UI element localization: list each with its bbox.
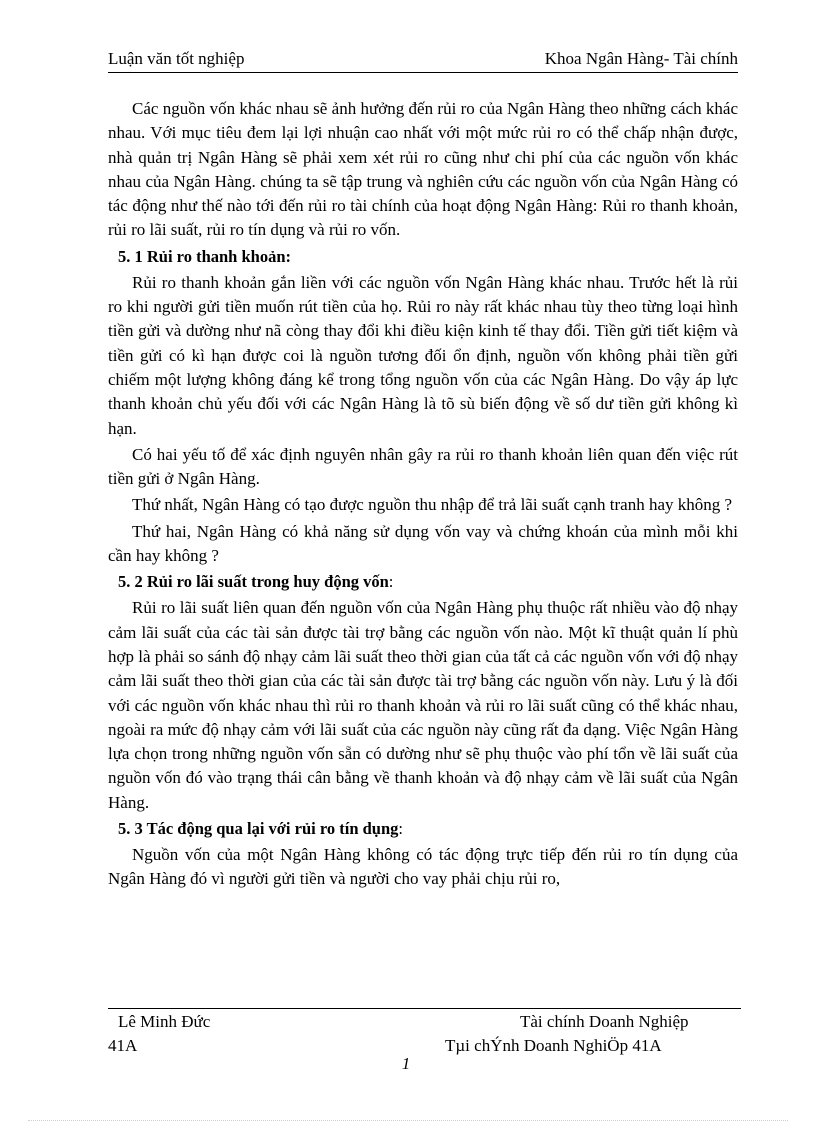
document-body	[108, 97, 738, 894]
running-footer	[108, 1010, 741, 1058]
section-heading-text: 5. 3 Tác động qua lại với rủi ro tín dụng	[118, 819, 399, 839]
section-heading-credit-risk	[118, 817, 738, 841]
footer-divider	[108, 1008, 741, 1009]
header-faculty: Khoa Ngân Hàng- Tài chính	[544, 49, 738, 68]
heading-colon: :	[398, 819, 403, 839]
page-number: 1	[401, 1054, 411, 1073]
header-divider	[108, 72, 738, 73]
paragraph: Có hai yếu tố để xác định nguyên nhân gây ra rủi ro thanh khoản liên quan đến việc rút tiền gửi ở Ngân Hàng.	[108, 444, 738, 489]
footer-class: 41A	[108, 1036, 138, 1055]
paragraph: Rủi ro thanh khoản gắn liền với các nguồn vốn Ngân Hàng khác nhau. Trước hết là rủi ro khi người gửi tiền muốn rút tiền của họ. Rủi ro này rất khác nhau tùy theo từng loại hình tiền gửi và dường như nã còng thay đổi khi điều kiện kinh tế thay đổi. Tiền gửi tiết kiệm và tiền gửi có kì hạn được coi là nguồn tương đối ổn định, nguồn vốn không phải tiền gửi chiếm một lượng không đáng kể trong tổng nguồn vốn của các Ngân Hàng. Do vậy áp lực thanh khoản chủ yếu đối với các Ngân Hàng là tõ sù biến động về số dư tiền gửi không kì hạn.	[108, 272, 738, 438]
footer-row	[108, 1010, 741, 1034]
footer-row	[108, 1034, 741, 1058]
footer-department-class: Tµi chÝnh Doanh NghiÖp 41A	[445, 1036, 662, 1055]
page-edge-dotted-line	[28, 1120, 788, 1121]
section-heading-text: 5. 1 Rủi ro thanh khoản:	[118, 246, 292, 266]
section-heading-text: 5. 2 Rủi ro lãi suất trong huy động vốn	[118, 572, 389, 592]
paragraph: Nguồn vốn của một Ngân Hàng không có tác động trực tiếp đến rủi ro tín dụng của Ngân Hàng đó vì người gửi tiền và người cho vay phải chịu rủi ro,	[108, 845, 738, 889]
intro-paragraph: Các nguồn vốn khác nhau sẽ ảnh hưởng đến rủi ro của Ngân Hàng theo những cách khác nhau. Với mục tiêu đem lại lợi nhuận cao nhất với một mức rủi ro có thể chấp nhận được, nhà quản trị Ngân Hàng sẽ phải xem xét rủi ro cũng như chi phí của các nguồn vốn khác nhau của Ngân Hàng. chúng ta sẽ tập trung và nghiên cứu các nguồn vốn của Ngân Hàng có tác động như thế nào tới đến rủi ro tài chính của hoạt động Ngân Hàng: Rủi ro thanh khoản, rủi ro lãi suất, rủi ro tín dụng và rủi ro vốn.	[108, 99, 738, 240]
header-thesis-title: Luận văn tốt nghiệp	[108, 49, 245, 68]
running-header	[108, 48, 738, 70]
section-heading-interest-rate-risk	[118, 570, 738, 594]
section-heading-liquidity-risk	[118, 245, 738, 269]
paragraph: Thứ hai, Ngân Hàng có khả năng sử dụng vốn vay và chứng khoán của mình mỗi khi cần hay không ?	[108, 521, 738, 566]
heading-colon: :	[388, 572, 394, 592]
paragraph: Rủi ro lãi suất liên quan đến nguồn vốn của Ngân Hàng phụ thuộc rất nhiều vào độ nhạy cảm lãi suất của các tài sản được tài trợ bằng các nguồn vốn nào. Một kĩ thuật quản lí phù hợp là phải so sánh độ nhạy cảm lãi suất theo thời gian của tất cả các nguồn vốn với độ nhạy cảm lãi suất theo thời gian của các tài sản được tài trợ bằng các nguồn vốn này. Lưu ý là đối với các nguồn vốn khác nhau thì rủi ro thanh khoản và rủi ro lãi suất cũng có thể khác nhau, ngoài ra mức độ nhạy cảm với lãi suất của các nguồn này cũng rất đa dạng. Việc Ngân Hàng lựa chọn trong những nguồn vốn sẵn có dường như sẽ phụ thuộc vào phí tổn về lãi suất của nguồn vốn đó vào trạng thái cân bằng về thanh khoản và độ nhạy cảm về lãi suất của Ngân Hàng.	[108, 598, 738, 812]
footer-department: Tài chính Doanh Nghiệp	[520, 1012, 689, 1031]
footer-author: Lê Minh Đức	[118, 1012, 211, 1031]
paragraph: Thứ nhất, Ngân Hàng có tạo được nguồn thu nhập để trả lãi suất cạnh tranh hay không ?	[132, 495, 733, 515]
